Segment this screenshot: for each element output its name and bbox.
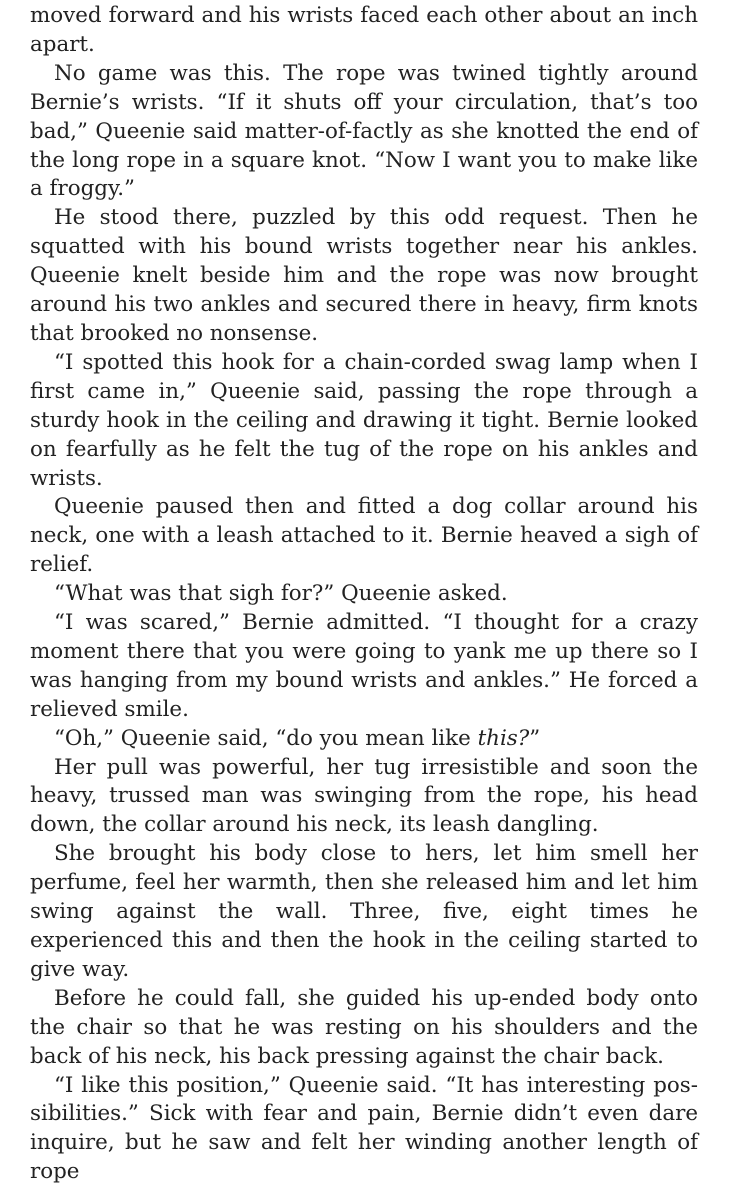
paragraph-4: “I spotted this hook for a chain-corded swag lamp when I first came in,” Queenie said, passing the rope through a sturdy hook in the ceiling and drawing it tight. Bernie looked on fearfully as he felt the tug of the rope on his ankles and wrists.: [30, 349, 698, 491]
paragraph-5: Queenie paused then and fitted a dog collar around his neck, one with a leash attached to it. Bernie heaved a sigh of relief.: [30, 494, 698, 578]
book-page: [30, 2, 698, 1187]
paragraph-3: He stood there, puzzled by this odd request. Then he squatted with his bound wrists together near his ankles. Queenie knelt beside him and the rope was now brought around his two ankles and secured there in heavy, firm knots that brooked no nonsense.: [30, 205, 698, 346]
paragraph-12: “I like this position,” Queenie said. “It has interesting possibilities.” Sick with fear and pain, Bernie didn’t even dare inquire, but he saw and felt her winding another length of rope: [30, 1072, 698, 1185]
paragraph-7: “I was scared,” Bernie admitted. “I thought for a crazy moment there that you were going to yank me up there so I was hanging from my bound wrists and ankles.” He forced a relieved smile.: [30, 610, 698, 722]
paragraph-1: moved forward and his wrists faced each other about an inch apart.: [30, 3, 698, 57]
paragraph-8-after: ”: [529, 725, 541, 751]
paragraph-8-emphasis: this?: [477, 725, 530, 751]
paragraph-9: Her pull was powerful, her tug irresistible and soon the heavy, trussed man was swinging from the rope, his head down, the collar around his neck, its leash dangling.: [30, 754, 698, 838]
paragraph-2: No game was this. The rope was twined tightly around Bernie’s wrists. “If it shuts off your circulation, that’s too bad,” Queenie said matter-of-factly as she knotted the end of the long rope in a square knot. “Now I want you to make like a froggy.”: [30, 60, 698, 202]
paragraph-8: [30, 725, 698, 754]
paragraph-10: She brought his body close to hers, let him smell her perfume, feel her warmth, then she released him and let him swing against the wall. Three, five, eight times he experienced this and then the hook in the ceiling started to give way.: [30, 841, 698, 982]
paragraph-11: Before he could fall, she guided his up-ended body onto the chair so that he was resting on his shoulders and the back of his neck, his back pressing against the chair back.: [30, 985, 698, 1069]
paragraph-8-before: “Oh,” Queenie said, “do you mean like: [54, 725, 478, 751]
paragraph-6: “What was that sigh for?” Queenie asked.: [54, 581, 508, 607]
